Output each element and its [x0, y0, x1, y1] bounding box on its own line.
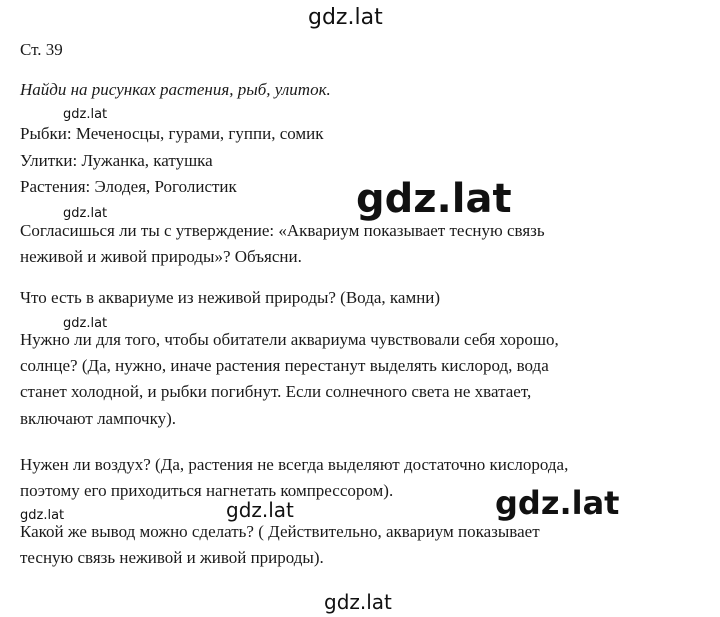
question-3-line-1: Нужно ли для того, чтобы обитатели аквариума чувствовали себя хорошо,	[20, 330, 559, 349]
watermark-large-2: gdz.lat	[495, 484, 620, 522]
question-4-line-1: Нужен ли воздух? (Да, растения не всегда выделяют достаточно кислорода,	[20, 455, 569, 474]
question-1-line-2: неживой и живой природы»? Объясни.	[20, 247, 302, 266]
page-reference: Ст. 39	[20, 40, 63, 59]
watermark-small-2: gdz.lat	[63, 206, 108, 221]
question-3-line-3: станет холодной, и рыбки погибнут. Если солнечного света не хватает,	[20, 382, 532, 401]
question-4-line-2: поэтому его приходиться нагнетать компрессором).	[20, 481, 394, 500]
watermark-top: gdz.lat	[308, 5, 383, 30]
answer-fish: Рыбки: Меченосцы, гурами, гуппи, сомик	[20, 124, 324, 143]
watermark-small-4: gdz.lat	[20, 508, 65, 523]
watermark-bottom: gdz.lat	[324, 590, 392, 614]
question-1-line-1: Согласишься ли ты с утверждение: «Аквариум показывает тесную связь	[20, 221, 545, 240]
watermark-large-1: gdz.lat	[356, 176, 512, 222]
watermark-middle: gdz.lat	[226, 498, 294, 522]
question-3-line-2: солнце? (Да, нужно, иначе растения перестанут выделять кислород, вода	[20, 356, 549, 375]
question-5-line-1: Какой же вывод можно сделать? ( Действительно, аквариум показывает	[20, 522, 540, 541]
answer-plants: Растения: Элодея, Роголистик	[20, 177, 237, 196]
task-heading: Найди на рисунках растения, рыб, улиток.	[20, 80, 331, 99]
question-5-line-2: тесную связь неживой и живой природы).	[20, 548, 324, 567]
answer-snails: Улитки: Лужанка, катушка	[20, 151, 213, 170]
question-2-line-1: Что есть в аквариуме из неживой природы? (Вода, камни)	[20, 288, 441, 307]
watermark-small-1: gdz.lat	[63, 107, 108, 122]
question-3-line-4: включают лампочку).	[20, 409, 176, 428]
watermark-small-3: gdz.lat	[63, 316, 108, 331]
